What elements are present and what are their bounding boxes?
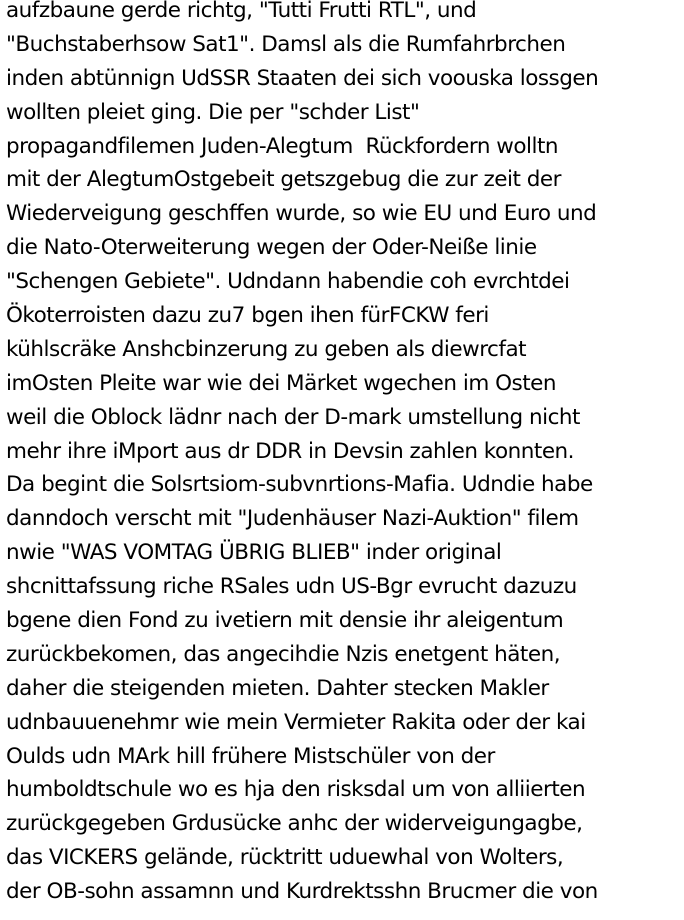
text-line: Ökoterroisten dazu zu7 bgen ihen fürFCKW feri [6, 303, 489, 329]
text-line: die Nato-Oterweiterung wegen der Oder-Neiße linie [6, 235, 537, 261]
text-line: mehr ihre iMport aus dr DDR in Devsin zahlen konnten. [6, 438, 575, 464]
text-line: mit der AlegtumOstgebeit getszgebug die zur zeit der [6, 167, 561, 193]
text-line: danndoch verscht mit "Judenhäuser Nazi-Auktion" filem [6, 506, 579, 532]
text-line: "Schengen Gebiete". Udndann habendie coh evrchtdei [6, 269, 570, 295]
text-line: zurückbekomen, das angecihdie Nzis enetgent häten, [6, 641, 561, 667]
text-line: kühlscräke Anshcbinzerung zu geben als diewrcfat [6, 336, 527, 362]
text-line: bgene dien Fond zu ivetiern mit densie ihr aleigentum [6, 608, 564, 634]
text-line: shcnittafssung riche RSales udn US-Bgr evrucht dazuzu [6, 574, 577, 600]
text-line: humboldtschule wo es hja den risksdal um von alliierten [6, 777, 586, 803]
text-line: zurückgegeben Grdusücke anhc der widerveigungagbe, [6, 811, 583, 837]
text-line: Oulds udn MArk hill frühere Mistschüler von der [6, 743, 495, 769]
text-line: propagandfilemen Juden-Alegtum Rückfordern wolltn [6, 133, 559, 159]
text-line: nwie "WAS VOMTAG ÜBRIG BLIEB" inder original [6, 540, 502, 566]
text-line: wollten pleiet ging. Die per "schder List" [6, 99, 420, 125]
text-line: daher die steigenden mieten. Dahter stecken Makler [6, 675, 549, 701]
text-line: der OB-sohn assamnn und Kurdrektsshn Brucmer die von [6, 879, 598, 905]
text-line: Wiederveigung geschffen wurde, so wie EU und Euro und [6, 201, 597, 227]
text-line: inden abtünnign UdSSR Staaten dei sich voouska lossgen [6, 65, 599, 91]
text-line: weil die Oblock lädnr nach der D-mark umstellung nicht [6, 404, 580, 430]
text-line: Da begint die Solsrtsiom-subvnrtions-Mafia. Udndie habe [6, 472, 593, 498]
text-line: udnbauuenehmr wie mein Vermieter Rakita oder der kai [6, 709, 586, 735]
text-line: das VICKERS gelände, rücktritt uduewhal von Wolters, [6, 845, 564, 871]
text-line: aufzbaune gerde richtg, "Tutti Frutti RTL", und [6, 0, 477, 23]
text-line: "Buchstaberhsow Sat1". Damsl als die Rumfahrbrchen [6, 31, 566, 57]
document-text [6, 0, 598, 909]
text-line: imOsten Pleite war wie dei Märket wgechen im Osten [6, 370, 557, 396]
